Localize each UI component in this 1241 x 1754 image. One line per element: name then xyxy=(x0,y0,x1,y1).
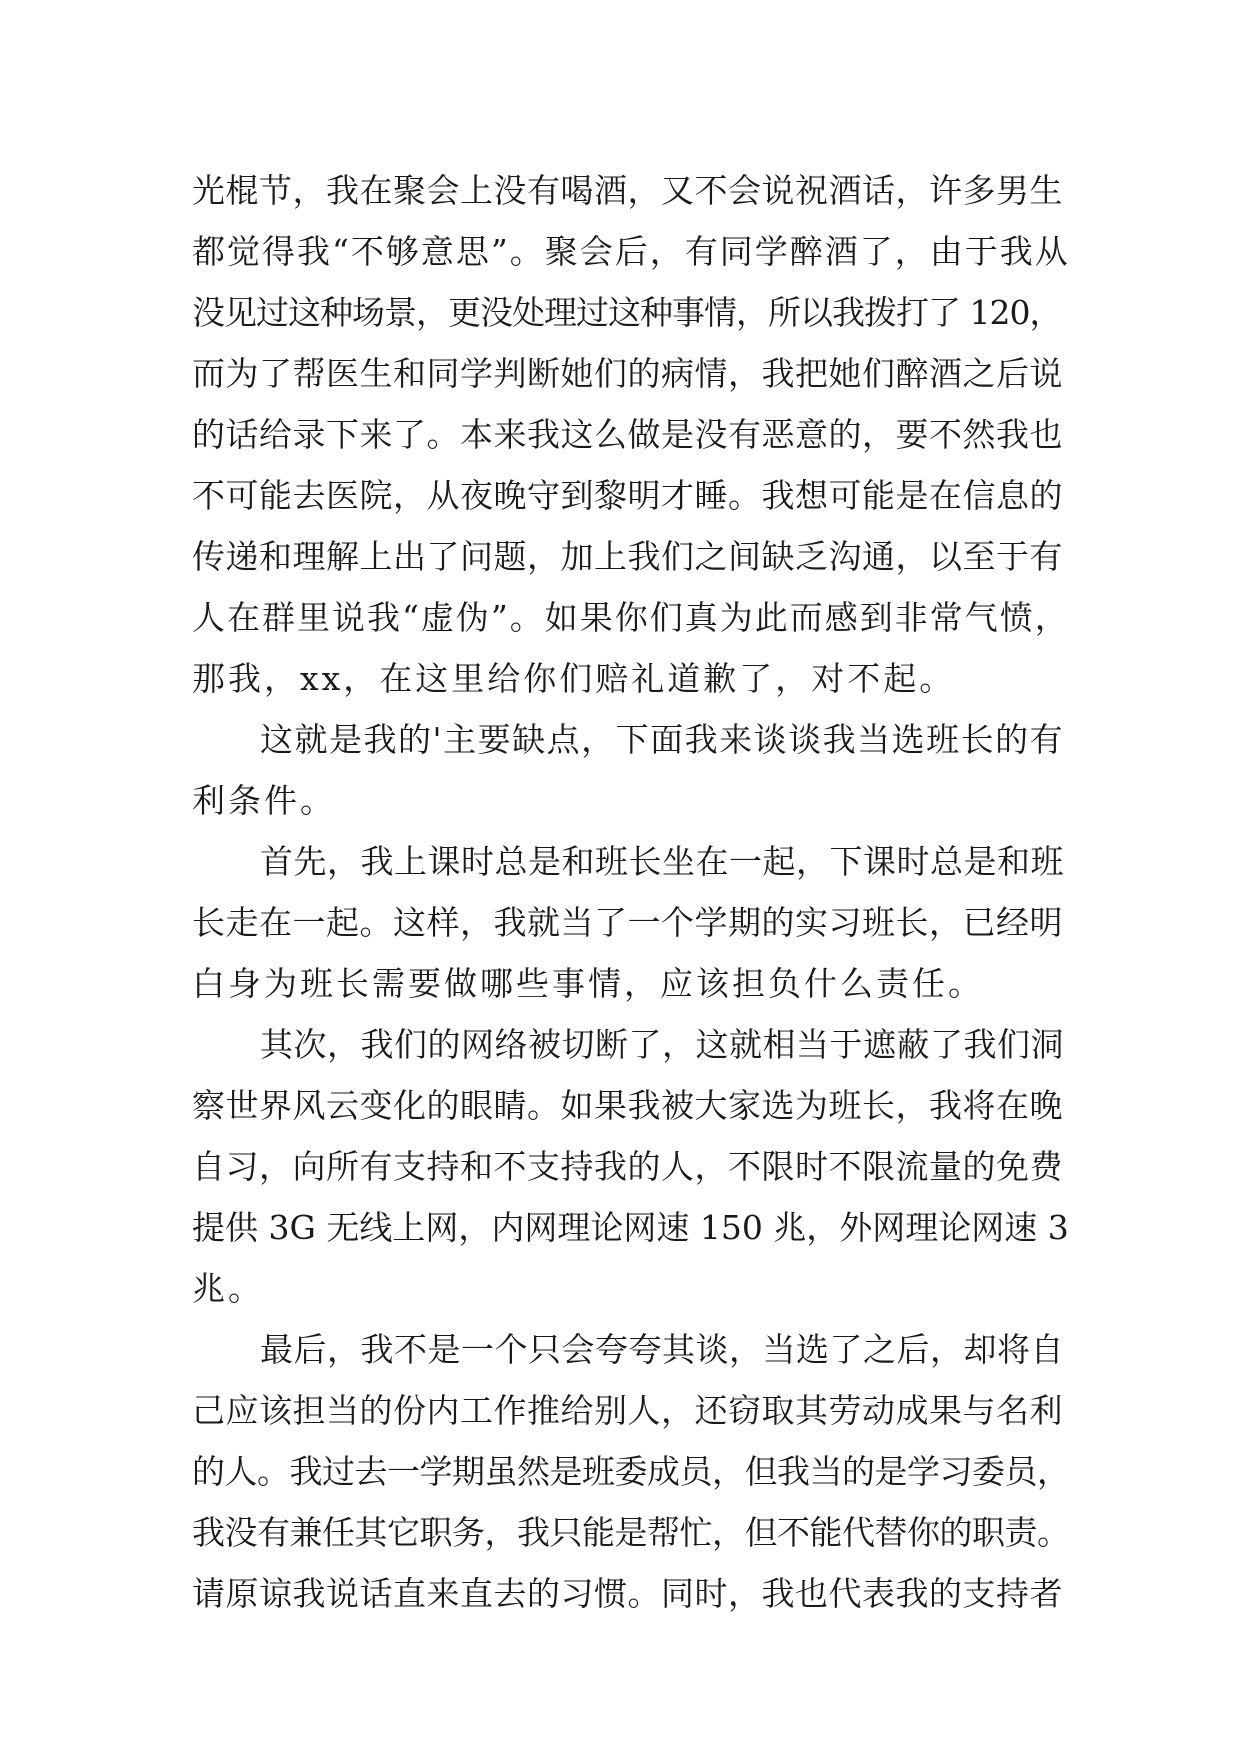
document-body xyxy=(192,160,1072,1624)
text-line: 那我，xx，在这里给你们赔礼道歉了，对不起。 xyxy=(192,659,956,698)
text-line: 传递和理解上出了问题，加上我们之间缺乏沟通，以至于有 xyxy=(192,537,1063,576)
text-line: 光棍节，我在聚会上没有喝酒，又不会说祝酒话，许多男生 xyxy=(192,171,1063,210)
text-line: 提供 3G 无线上网，内网理论网速 150 兆，外网理论网速 3 xyxy=(192,1208,1069,1247)
text-line: 其次，我们的网络被切断了，这就相当于遮蔽了我们洞 xyxy=(260,1025,1064,1064)
text-line: 我没有兼任其它职务，我只能是帮忙，但不能代替你的职责。 xyxy=(192,1513,1070,1552)
text-line: 己应该担当的份内工作推给别人，还窃取其劳动成果与名利 xyxy=(192,1391,1063,1430)
text-line: 利条件。 xyxy=(192,781,336,820)
text-line: 自习，向所有支持和不支持我的人，不限时不限流量的免费 xyxy=(192,1147,1063,1186)
text-line: 最后，我不是一个只会夸夸其谈，当选了之后，却将自 xyxy=(260,1330,1064,1369)
text-line: 都觉得我“不够意思”。聚会后，有同学醉酒了，由于我从 xyxy=(192,232,1070,271)
text-line: 的人。我过去一学期虽然是班委成员，但我当的是学习委员， xyxy=(192,1452,1070,1491)
text-line: 不可能去医院，从夜晚守到黎明才睡。我想可能是在信息的 xyxy=(192,476,1063,515)
text-line: 长走在一起。这样，我就当了一个学期的实习班长，已经明 xyxy=(192,903,1063,942)
text-line: 的话给录下来了。本来我这么做是没有恶意的，要不然我也 xyxy=(192,415,1063,454)
text-line: 没见过这种场景，更没处理过这种事情，所以我拨打了 120， xyxy=(192,293,1062,332)
text-line: 请原谅我说话直来直去的习惯。同时，我也代表我的支持者 xyxy=(192,1574,1063,1613)
text-line: 兆。 xyxy=(192,1269,264,1308)
text-line: 人在群里说我“虚伪”。如果你们真为此而感到非常气愤， xyxy=(192,598,1070,637)
text-line: 首先，我上课时总是和班长坐在一起，下课时总是和班 xyxy=(260,842,1064,881)
text-line: 白身为班长需要做哪些事情，应该担负什么责任。 xyxy=(192,964,984,1003)
text-line: 而为了帮医生和同学判断她们的病情，我把她们醉酒之后说 xyxy=(192,354,1063,393)
text-line: 这就是我的'主要缺点，下面我来谈谈我当选班长的有 xyxy=(260,720,1065,759)
text-line: 察世界风云变化的眼睛。如果我被大家选为班长，我将在晚 xyxy=(192,1086,1063,1125)
